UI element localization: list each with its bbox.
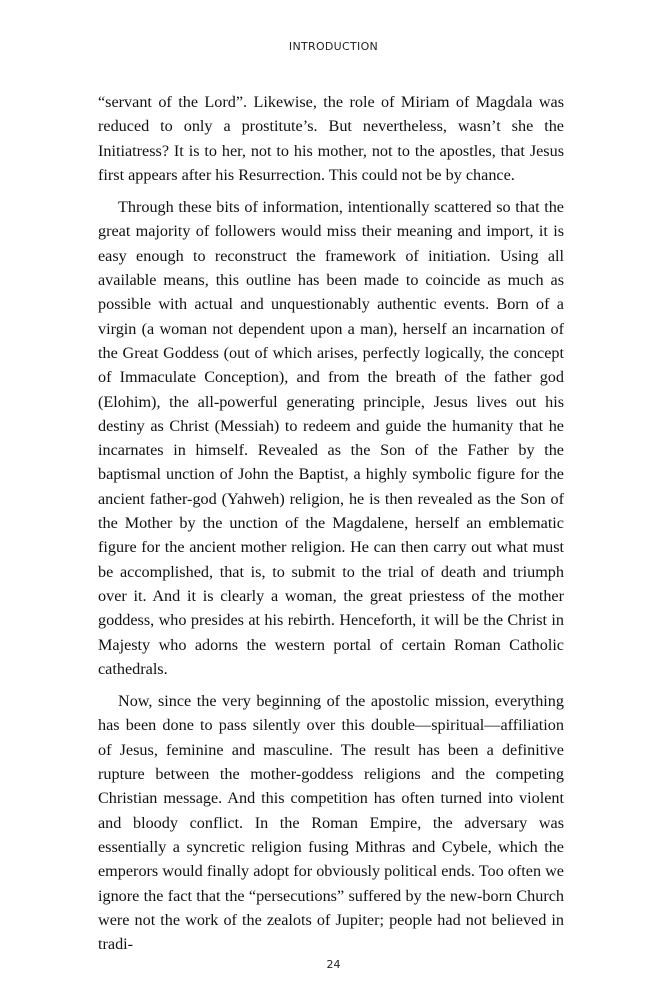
paragraph-3: Now, since the very beginning of the apostolic mission, everything has been done to pass silently over this double—spiritual—affiliation of Jesus, feminine and masculine. The result has been a definitive rupture between the mother-goddess religions and the competing Christian message. And this competition has often turned into violent and bloody conflict. In the Roman Empire, the adversary was essentially a syncretic religion fusing Mithras and Cybele, which the emperors would finally adopt for obviously political ends. Too often we ignore the fact that the “persecutions” suffered by the new-born Church were not the work of the zealots of Jupiter; people had not believed in tradi- [98,692,564,954]
paragraph-1: “servant of the Lord”. Likewise, the role of Miriam of Magdala was reduced to only a prostitute’s. But nevertheless, wasn’t she the Initiatress? It is to her, not to his mother, not to the apostles, that Jesus first appears after his Resurrection. This could not be by chance. [98,93,564,184]
running-head: INTRODUCTION [288,40,379,53]
paragraph-2: Through these bits of information, intentionally scattered so that the great majority of followers would miss their meaning and import, it is easy enough to reconstruct the framework of initiation. Using all available means, this outline has been made to coincide as much as possible with actual and unquestionably authentic events. Born of a virgin (a woman not dependent upon a man), herself an incarnation of the Great Goddess (out of which arises, perfectly logically, the concept of Immaculate Conception), and from the breath of the father god (Elohim), the all-powerful generating principle, Jesus lives out his destiny as Christ (Messiah) to redeem and guide the humanity that he incarnates in himself. Revealed as the Son of the Father by the baptismal unction of John the Baptist, a highly symbolic figure for the ancient father-god (Yahweh) religion, he is then revealed as the Son of the Mother by the unction of the Magdalene, herself an emblematic figure for the ancient mother religion. He can then carry out what must be accomplished, that is, to submit to the trial of death and triumph over it. And it is clearly a woman, the great priestess of the mother goddess, who presides at his rebirth. Henceforth, it will be the Christ in Majesty who adorns the western portal of certain Roman Catholic cathedrals. [98,198,564,678]
page-number: 24 [326,958,341,971]
body-text [98,90,564,956]
